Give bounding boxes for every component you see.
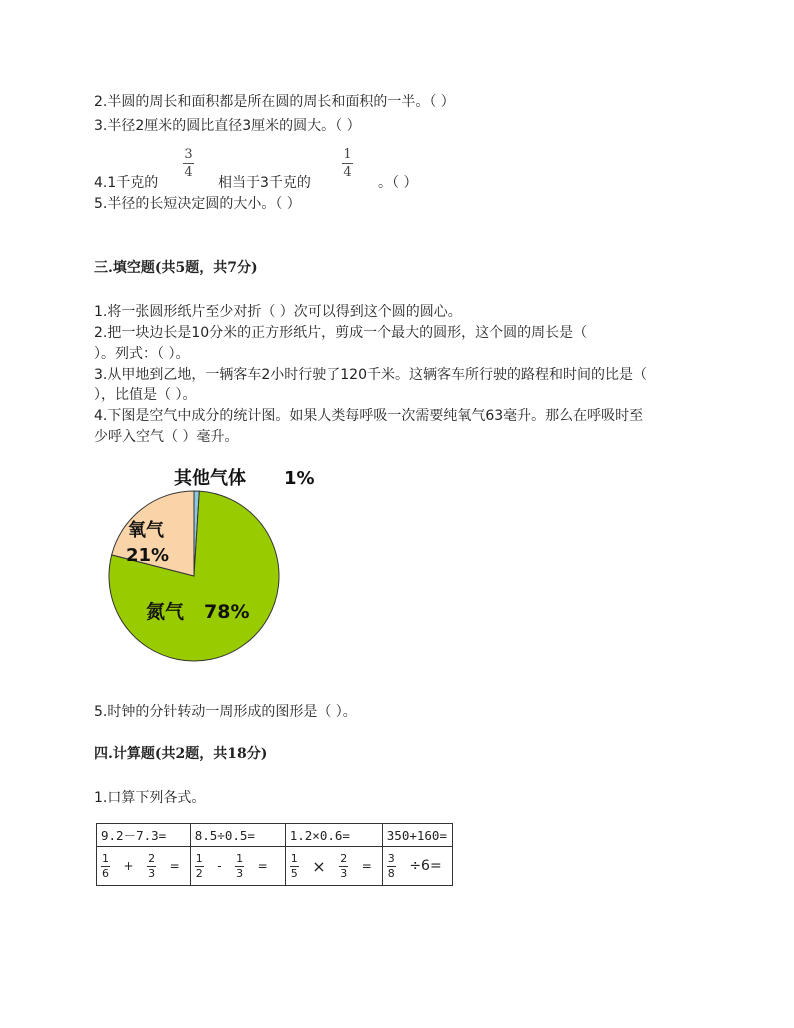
judge-question-2: 2.半圆的周长和面积都是所在圆的周长和面积的一半。（ ） <box>94 94 455 110</box>
operator: + <box>123 859 134 873</box>
section-heading-calc: 四.计算题(共2题，共18分) <box>94 746 268 762</box>
fill-question-4-line1: 4.下图是空气中成分的统计图。如果人类每呼吸一次需要纯氧气63毫升。那么在呼吸时至 <box>94 408 644 424</box>
fill-question-2-line2: ）。列式：（ ）。 <box>94 346 190 362</box>
fill-question-1: 1.将一张圆形纸片至少对折（ ）次可以得到这个圆的圆心。 <box>94 304 462 320</box>
fraction-denominator: 6 <box>102 866 109 880</box>
operator: - <box>217 859 222 873</box>
fraction-three-quarters <box>183 147 194 180</box>
fraction <box>290 853 299 880</box>
equals-sign: = <box>257 859 268 873</box>
fraction-one-quarter <box>342 147 353 180</box>
fill-question-3-line2: ），比值是（ ）。 <box>94 387 197 403</box>
fraction-denominator: 8 <box>387 866 395 880</box>
slice-value-nitrogen: 78% <box>204 601 250 623</box>
table-cell: 1.2×0.6= <box>285 824 382 847</box>
fill-question-3-line1: 3.从甲地到乙地，一辆客车2小时行驶了120千米。这辆客车所行驶的路程和时间的比是（ <box>94 367 647 383</box>
operator: × <box>312 856 326 876</box>
equals-sign: = <box>361 859 372 873</box>
fill-question-4-line2: 少呼入空气（ ）毫升。 <box>94 429 239 445</box>
fraction-numerator: 1 <box>195 851 203 865</box>
table-cell <box>382 847 452 886</box>
judge-question-5: 5.半径的长短决定圆的大小。（ ） <box>94 196 301 212</box>
fraction-numerator: 1 <box>343 147 352 162</box>
fraction-bar <box>342 163 353 164</box>
fraction <box>147 853 156 880</box>
fraction-numerator: 2 <box>340 851 348 865</box>
fill-question-2-line1: 2.把一块边长是10分米的正方形纸片，剪成一个最大的圆形，这个圆的周长是（ <box>94 325 588 341</box>
fraction-denominator: 4 <box>343 165 352 180</box>
judge-question-4-b: 相当于3千克的 <box>218 175 311 191</box>
fraction-bar <box>183 163 194 164</box>
slice-label-oxygen: 氧气 <box>128 520 164 541</box>
judge-question-3: 3.半径2厘米的圆比直径3厘米的圆大。（ ） <box>94 118 361 134</box>
operator: ÷6= <box>409 858 442 874</box>
table-cell: 8.5÷0.5= <box>190 824 285 847</box>
judge-question-4-a: 4.1千克的 <box>94 175 159 191</box>
judge-question-4-c: 。（ ） <box>378 175 418 191</box>
table-cell: 350+160= <box>382 824 452 847</box>
fraction-numerator: 3 <box>184 147 193 162</box>
slice-value-oxygen: 21% <box>126 545 170 566</box>
fraction-denominator: 3 <box>236 866 244 880</box>
fraction-denominator: 5 <box>290 866 298 880</box>
air-composition-pie-chart <box>94 458 334 668</box>
fraction-denominator: 3 <box>340 866 348 880</box>
fraction <box>235 853 244 880</box>
fraction-numerator: 3 <box>387 851 395 865</box>
fill-question-5: 5.时钟的分针转动一周形成的图形是（ ）。 <box>94 704 357 720</box>
fraction-numerator: 2 <box>148 851 156 865</box>
slice-label-nitrogen: 氮气 <box>146 601 185 623</box>
fraction-numerator: 1 <box>290 851 298 865</box>
fraction-denominator: 2 <box>195 866 203 880</box>
table-cell <box>190 847 285 886</box>
slice-label-other: 其他气体 <box>174 468 246 489</box>
fraction-denominator: 4 <box>184 165 193 180</box>
equals-sign: = <box>169 859 180 873</box>
fraction-denominator: 3 <box>148 866 156 880</box>
fraction <box>101 853 110 880</box>
fraction <box>195 853 204 880</box>
table-cell: 9.2－7.3= <box>97 824 191 847</box>
fraction-numerator: 1 <box>102 851 109 865</box>
table-row <box>97 847 453 886</box>
fraction-numerator: 1 <box>236 851 244 865</box>
table-row <box>97 824 453 847</box>
section-heading-fill: 三.填空题(共5题，共7分) <box>94 260 258 276</box>
fraction <box>339 853 348 880</box>
fraction <box>387 853 396 880</box>
oral-calculation-table <box>96 823 453 886</box>
calc-question-1: 1.口算下列各式。 <box>94 790 206 806</box>
table-cell <box>285 847 382 886</box>
table-cell <box>97 847 191 886</box>
slice-value-other: 1% <box>284 468 315 489</box>
